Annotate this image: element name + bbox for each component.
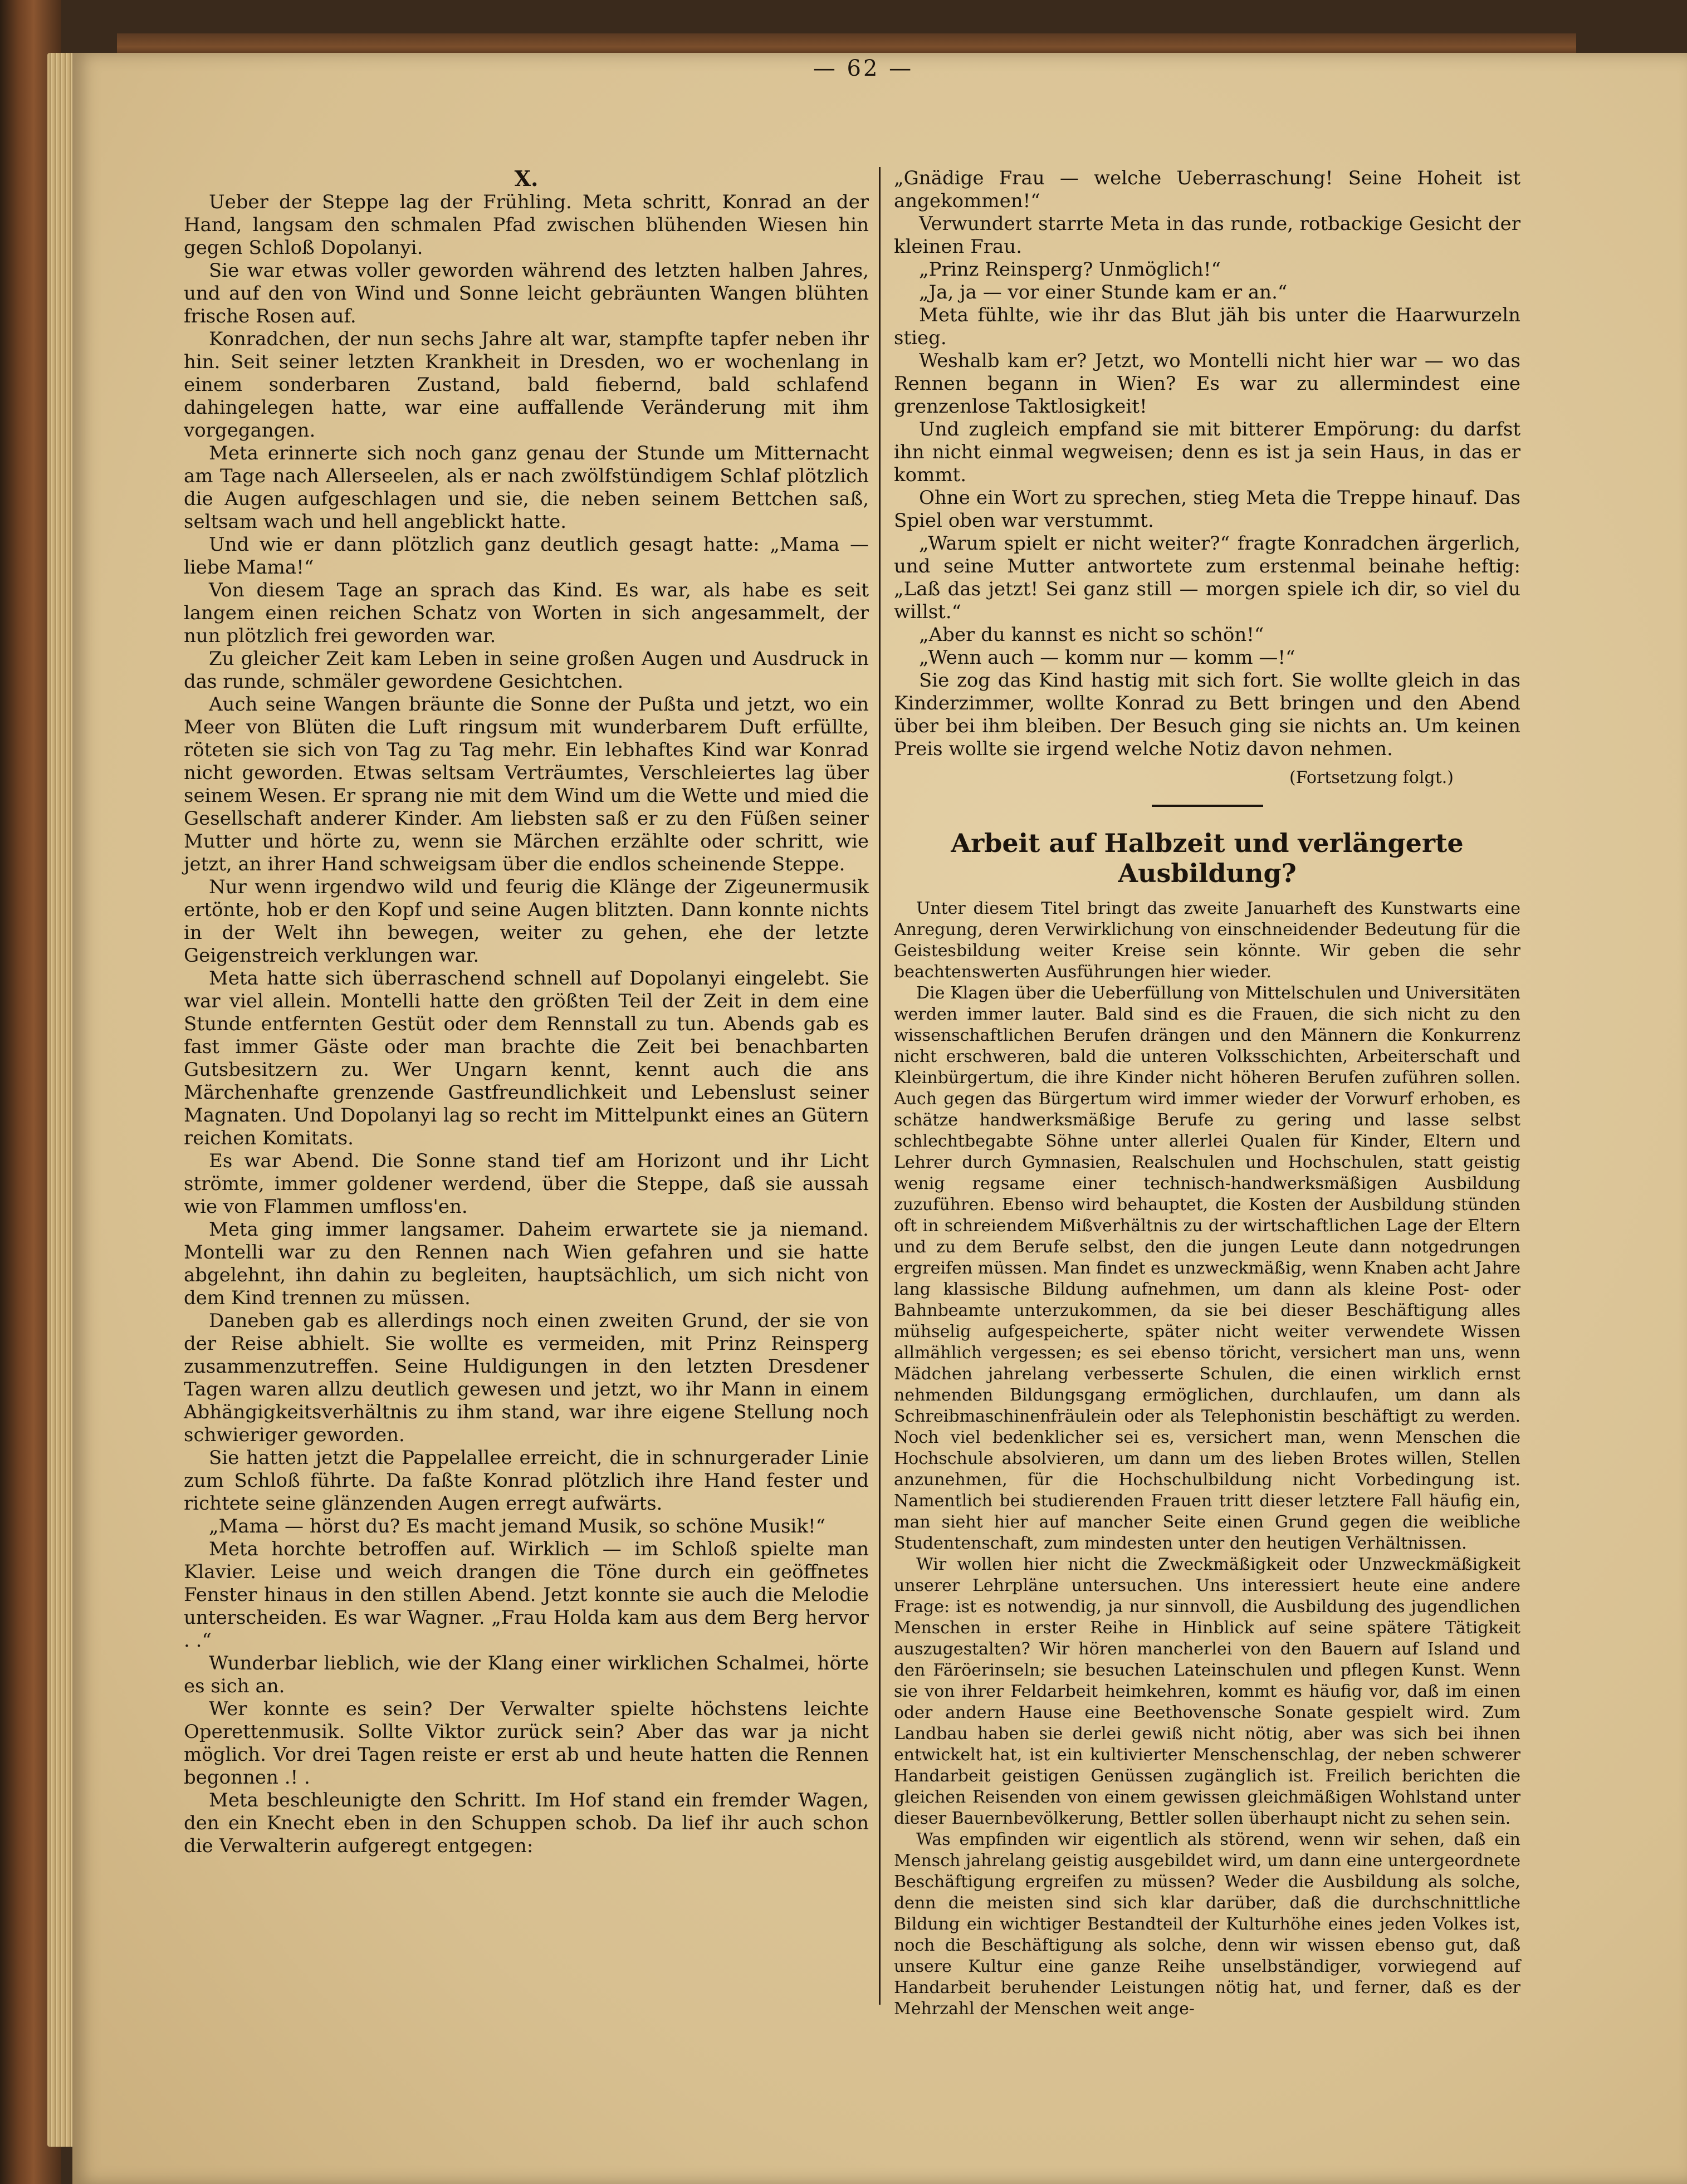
paragraph: Ueber der Steppe lag der Frühling. Meta schritt, Konrad an der Hand, langsam den schmalen Pfad zwischen blühenden Wiesen hin gegen Schloß Dopolanyi. [184, 191, 869, 259]
paragraph: Ohne ein Wort zu sprechen, stieg Meta die Treppe hinauf. Das Spiel oben war verstummt. [894, 487, 1520, 532]
paragraph: Meta horchte betroffen auf. Wirklich — im Schloß spielte man Klavier. Leise und weich drangen die Töne durch ein geöffnetes Fenster hinaus in den stillen Abend. Jetzt konnte sie auch die Melodie unterscheiden. Es war Wagner. „Frau Holda kam aus dem Berg hervor . .“ [184, 1538, 869, 1652]
paragraph: Konradchen, der nun sechs Jahre alt war, stampfte tapfer neben ihr hin. Seit seiner letzten Krankheit in Dresden, wo er wochenlang in einem sonderbaren Zustand, bald fiebernd, bald schlafend dahingelegen hatte, war eine auffallende Veränderung mit ihm vorgegangen. [184, 328, 869, 442]
chapter-number: X. [514, 166, 539, 191]
paragraph: „Ja, ja — vor einer Stunde kam er an.“ [919, 281, 1288, 303]
paragraph: Meta beschleunigte den Schritt. Im Hof stand ein fremder Wagen, den ein Knecht eben in den Schuppen schob. Da lief ihr auch schon die Verwalterin aufgeregt entgegen: [184, 1789, 869, 1857]
paragraph: Verwundert starrte Meta in das runde, rotbackige Gesicht der kleinen Frau. [894, 213, 1520, 258]
page-number: — 62 — [813, 56, 914, 81]
paragraph: „Mama — hörst du? Es macht jemand Musik, so schöne Musik!“ [209, 1515, 826, 1537]
left-column [184, 167, 869, 1858]
paragraph: „Wenn auch — komm nur — komm —!“ [919, 647, 1295, 669]
paragraph: Daneben gab es allerdings noch einen zweiten Grund, der sie von der Reise abhielt. Sie wollte es vermeiden, mit Prinz Reinsperg zusammenzutreffen. Seine Huldigungen in den letzten Dresdener Tagen waren allzu deutlich gewesen und jetzt, wo ihr Mann in einem Abhängigkeitsverhältnis zu ihm stand, war ihre eigene Stellung noch schwieriger geworden. [184, 1310, 869, 1446]
article-body [894, 898, 1520, 2020]
paragraph: Meta erinnerte sich noch ganz genau der Stunde um Mitternacht am Tage nach Allerseelen, als er nach zwölfstündigem Schlaf plötzlich die Augen aufgeschlagen und sie, die neben seinem Bettchen saß, seltsam wach und hell angeblickt hatte. [184, 442, 869, 533]
paragraph: Zu gleicher Zeit kam Leben in seine großen Augen und Ausdruck in das runde, schmäler gewordene Gesichtchen. [184, 648, 869, 693]
paragraph: Sie hatten jetzt die Pappelallee erreicht, die in schnurgerader Linie zum Schloß führte. Da faßte Konrad plötzlich ihre Hand fester und richtete seine glänzenden Augen erregt aufwärts. [184, 1447, 869, 1515]
paragraph: Und wie er dann plötzlich ganz deutlich gesagt hatte: „Mama — liebe Mama!“ [184, 533, 869, 579]
continuation-note: (Fortsetzung folgt.) [1289, 768, 1454, 787]
paragraph: Sie war etwas voller geworden während des letzten halben Jahres, und auf den von Wind und Sonne leicht gebräunten Wangen blühten frische Rosen auf. [184, 259, 869, 327]
paragraph: Nur wenn irgendwo wild und feurig die Klänge der Zigeunermusik ertönte, hob er den Kopf und seine Augen blitzten. Dann konnte nichts in der Welt ihn bewegen, weiter zu gehen, ehe der letzte Geigenstreich verklungen war. [184, 876, 869, 967]
paragraph: Sie zog das Kind hastig mit sich fort. Sie wollte gleich in das Kinderzimmer, wollte Konrad zu Bett bringen und den Abend über bei ihm bleiben. Der Besuch ging sie nichts an. Um keinen Preis wollte sie irgend welche Notiz davon nehmen. [894, 669, 1520, 760]
paragraph: Die Klagen über die Ueberfüllung von Mittelschulen und Universitäten werden immer lauter. Bald sind es die Frauen, die sich nicht zu den wissenschaftlichen Berufen drängen und den Männern die Konkurrenz nicht erschweren, bald die unteren Volksschichten, Arbeiterschaft und Kleinbürgertum, die ihre Kinder nicht höheren Berufen zuführen sollen. Auch gegen das Bürgertum wird immer wieder der Vorwurf erhoben, es schätze handwerksmäßige Berufe zu gering und lasse selbst schlechtbegabte Söhne unter allerlei Qualen für Kinder, Eltern und Lehrer durch Gymnasien, Realschulen und Hochschulen, statt geistig wenig regsame einer technisch-handwerksmäßigen Ausbildung zuzuführen. Ebenso wird behauptet, die Kosten der Ausbildung stünden oft in schreiendem Mißverhältnis zu der wirtschaftlichen Lage der Eltern und zu dem Berufe selbst, den die jungen Leute dann notgedrungen ergreifen müssen. Man findet es unzweckmäßig, wenn Knaben acht Jahre lang klassische Bildung aufnehmen, um dann als kleine Post- oder Bahnbeamte unterzukommen, da sie bei dieser Beschäftigung alles mühselig aufgespeicherte, später nicht weiter verwendete Wissen allmählich vergessen; es sei ebenso töricht, versichert man uns, wenn Mädchen jahrelang verbesserte Schulen, die einen wirklich ernst nehmenden Bildungsgang ermöglichen, durchlaufen, um dann als Schreibmaschinenfräulein oder als Telephonistin beschäftigt zu werden. Noch viel bedenklicher sei es, versichert man, wenn Menschen die Hochschule absolvieren, um dann um des lieben Brotes willen, Stellen anzunehmen, für die Hochschulbildung nicht Vorbedingung ist. Namentlich bei studierenden Frauen tritt dieser letztere Fall häufig ein, man sieht hier auf mancher Seite einen Grund gegen die weibliche Studentenschaft, zum mindesten unter den heutigen Verhältnissen. [894, 983, 1520, 1553]
paragraph: Es war Abend. Die Sonne stand tief am Horizont und ihr Licht strömte, immer goldener werdend, über die Steppe, daß sie aussah wie von Flammen umfloss'en. [184, 1150, 869, 1218]
paragraph: Unter diesem Titel bringt das zweite Januarheft des Kunstwarts eine Anregung, deren Verwirklichung von einschneidender Bedeutung für die Geistesbildung weiter Kreise sein könnte. Wir geben die sehr beachtenswerten Ausführungen hier wieder. [894, 899, 1520, 982]
paragraph: Meta fühlte, wie ihr das Blut jäh bis unter die Haarwurzeln stieg. [894, 304, 1520, 349]
column-divider [879, 167, 881, 2005]
section-rule [1152, 805, 1263, 807]
paragraph: Meta ging immer langsamer. Daheim erwartete sie ja niemand. Montelli war zu den Rennen nach Wien gefahren und sie hatte abgelehnt, ihn dahin zu begleiten, hauptsächlich, um sich nicht von dem Kind trennen zu müssen. [184, 1218, 869, 1309]
paragraph: „Gnädige Frau — welche Ueberraschung! Seine Hoheit ist angekommen!“ [894, 167, 1520, 212]
paragraph: „Aber du kannst es nicht so schön!“ [919, 624, 1264, 646]
paragraph: Auch seine Wangen bräunte die Sonne der Pußta und jetzt, wo ein Meer von Blüten die Luft ringsum mit wunderbarem Duft erfüllte, röteten sie sich von Tag zu Tag mehr. Ein lebhaftes Kind war Konrad nicht geworden. Etwas seltsam Verträumtes, Verschleiertes lag über seinem Wesen. Er sprang nie mit dem Wind um die Wette und mied die Gesellschaft anderer Kinder. Am liebsten saß er zu den Füßen seiner Mutter und hörte zu, wenn sie Märchen erzählte oder schritt, wie jetzt, an ihrer Hand schweigsam über die endlos scheinende Steppe. [184, 693, 869, 875]
paragraph: „Warum spielt er nicht weiter?“ fragte Konradchen ärgerlich, und seine Mutter antwortete zum erstenmal beinahe heftig: „Laß das jetzt! Sei ganz still — morgen spiele ich dir, so viel du willst.“ [894, 532, 1520, 623]
paragraph: Was empfinden wir eigentlich als störend, wenn wir sehen, daß ein Mensch jahrelang geistig ausgebildet wird, um dann eine untergeordnete Beschäftigung ergreifen zu müssen? Weder die Ausbildung als solche, denn die meisten sind sich klar darüber, daß die durchschnittliche Bildung ein wichtiger Bestandteil der Kulturhöhe eines jeden Volkes ist, noch die Beschäftigung als solche, denn wir wissen ebenso gut, daß unsere Kultur eine ganze Reihe unselbständiger, vorwiegend auf Handarbeit beruhender Leistungen nötig hat, und ferner, daß es der Mehrzahl der Menschen weit ange- [894, 1830, 1520, 2019]
paragraph: „Prinz Reinsperg? Unmöglich!“ [919, 258, 1221, 281]
paragraph: Und zugleich empfand sie mit bitterer Empörung: du darfst ihn nicht einmal wegweisen; denn es ist ja sein Haus, in das er kommt. [894, 418, 1520, 486]
paragraph: Weshalb kam er? Jetzt, wo Montelli nicht hier war — wo das Rennen begann in Wien? Es war zu allermindest eine grenzenlose Taktlosigkeit! [894, 350, 1520, 418]
paragraph: Meta hatte sich überraschend schnell auf Dopolanyi eingelebt. Sie war viel allein. Montelli hatte den größten Teil der Zeit in dem eine Stunde entfernten Gestüt oder dem Rennstall zu tun. Abends gab es fast immer Gäste oder man brachte die Zeit bei benachbarten Gutsbesitzern zu. Wer Ungarn kennt, kennt auch die ans Märchenhafte grenzende Gastfreundlichkeit und Lebenslust seiner Magnaten. Und Dopolanyi lag so recht im Mittelpunkt eines an Gütern reichen Komitats. [184, 967, 869, 1149]
paragraph: Wunderbar lieblich, wie der Klang einer wirklichen Schalmei, hörte es sich an. [184, 1652, 869, 1697]
article-headline: Arbeit auf Halbzeit und verlängerte Ausbildung? [951, 828, 1464, 888]
paragraph: Von diesem Tage an sprach das Kind. Es war, als habe es seit langem einen reichen Schatz von Worten in sich angesammelt, der nun plötzlich frei geworden war. [184, 579, 869, 647]
paragraph: Wir wollen hier nicht die Zweckmäßigkeit oder Unzweckmäßigkeit unserer Lehrpläne untersuchen. Uns interessiert heute eine andere Frage: ist es notwendig, ja nur sinnvoll, die Ausbildung des jugendlichen Menschen in erster Reihe in Hinblick auf seine spätere Tätigkeit auszugestalten? Wir hören mancherlei von den Bauern auf Island und den Färöerinseln; sie besuchen Lateinschulen und pflegen Kunst. Wenn sie von ihrer Feldarbeit heimkehren, kommt es häufig vor, daß im einen oder andern Hause eine Beethovensche Sonate gespielt wird. Zum Landbau haben sie derlei gewiß nicht nötig, aber was sich bei ihnen entwickelt hat, ist ein kultivierter Menschenschlag, der neben schwerer Handarbeit geistigen Genüssen zugänglich ist. Freilich berichten die gleichen Reisenden von einem gewissen gleichmäßigen Wohlstand unter dieser Bauernbevölkerung, Bettler sollen überhaupt nicht zu sehen sein. [894, 1555, 1520, 1828]
paragraph: Wer konnte es sein? Der Verwalter spielte höchstens leichte Operettenmusik. Sollte Viktor zurück sein? Aber das war ja nicht möglich. Vor drei Tagen reiste er erst ab und heute hatten die Rennen begonnen .! . [184, 1698, 869, 1789]
right-column [894, 167, 1520, 2020]
